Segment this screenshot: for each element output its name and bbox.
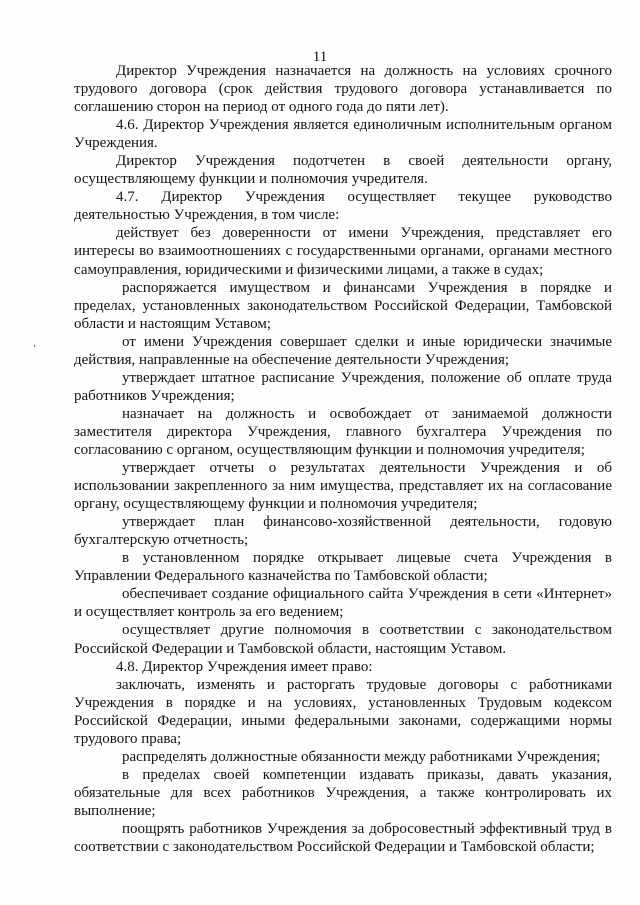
paragraph-4-7: 4.7. Директор Учреждения осуществляет текущее руководство деятельностью Учреждения, в том числе:	[74, 189, 612, 224]
paragraph-director-appointment: Директор Учреждения назначается на должность на условиях срочного трудового договора (срок действия трудового договора устанавливается по соглашению сторон на период от одного года до пяти лет).	[74, 63, 612, 116]
list-item-approves-plan: утверждает план финансово-хозяйственной деятельности, годовую бухгалтерскую отчетность;	[74, 514, 612, 549]
list-item-approves-staffing: утверждает штатное расписание Учреждения, положение об оплате труда работников Учреждения;	[74, 369, 612, 404]
list-item-issues-orders: в пределах своей компетенции издавать приказы, давать указания, обязательные для всех работников Учреждения, а также контролировать их выполнение;	[74, 766, 612, 819]
list-item-makes-transactions: от имени Учреждения совершает сделки и иные юридически значимые действия, направленные на обеспечение деятельности Учреждения;	[74, 333, 612, 368]
paragraph-4-8: 4.8. Директор Учреждения имеет право:	[116, 658, 373, 675]
document-body	[74, 62, 612, 856]
list-item-approves-reports: утверждает отчеты о результатах деятельности Учреждения и об использовании закрепленного за ним имущества, представляет их на согласование органу, осуществляющему функции и полномочия учредителя;	[74, 460, 612, 513]
list-item-labor-contracts: заключать, изменять и расторгать трудовые договоры с работниками Учреждения в порядке и на условиях, установленных Трудовым кодексом Российской Федерации, иными федеральными законами, содержащими нормы трудового права;	[74, 676, 612, 747]
list-item-other-powers: осуществляет другие полномочия в соответствии с законодательством Российской Федерации и Тамбовской области, настоящим Уставом.	[74, 622, 612, 657]
page-number: 11	[312, 49, 328, 65]
list-item-manages-property: распоряжается имуществом и финансами Учреждения в порядке и пределах, установленных законодательством Российской Федерации, Тамбовской области и настоящим Уставом;	[74, 279, 612, 332]
list-item-rewards-employees: поощрять работников Учреждения за добросовестный эффективный труд в соответствии с законодательством Российской Федерации и Тамбовской области;	[74, 820, 612, 856]
list-item-acts-without-power-of-attorney: действует без доверенности от имени Учреждения, представляет его интересы во взаимоотношениях с государственными органами, органами местного самоуправления, юридическими и физическими лицами, а также в судах;	[74, 225, 612, 278]
paragraph-director-accountable: Директор Учреждения подотчетен в своей деятельности органу, осуществляющему функции и полномочия учредителя.	[74, 153, 612, 188]
paragraph-4-6: 4.6. Директор Учреждения является единоличным исполнительным органом Учреждения.	[74, 117, 612, 152]
list-item-appoints-deputies: назначает на должность и освобождает от занимаемой должности заместителя директора Учреждения, главного бухгалтера Учреждения по согласованию с органом, осуществляющим функции и полномочия учредителя;	[74, 405, 612, 458]
list-item-distributes-duties: распределять должностные обязанности между работниками Учреждения;	[122, 748, 601, 765]
list-item-website: обеспечивает создание официального сайта Учреждения в сети «Интернет» и осуществляет контроль за его ведением;	[74, 586, 612, 621]
list-item-opens-accounts: в установленном порядке открывает лицевые счета Учреждения в Управлении Федерального казначейства по Тамбовской области;	[74, 550, 612, 585]
scan-speck	[34, 345, 35, 347]
